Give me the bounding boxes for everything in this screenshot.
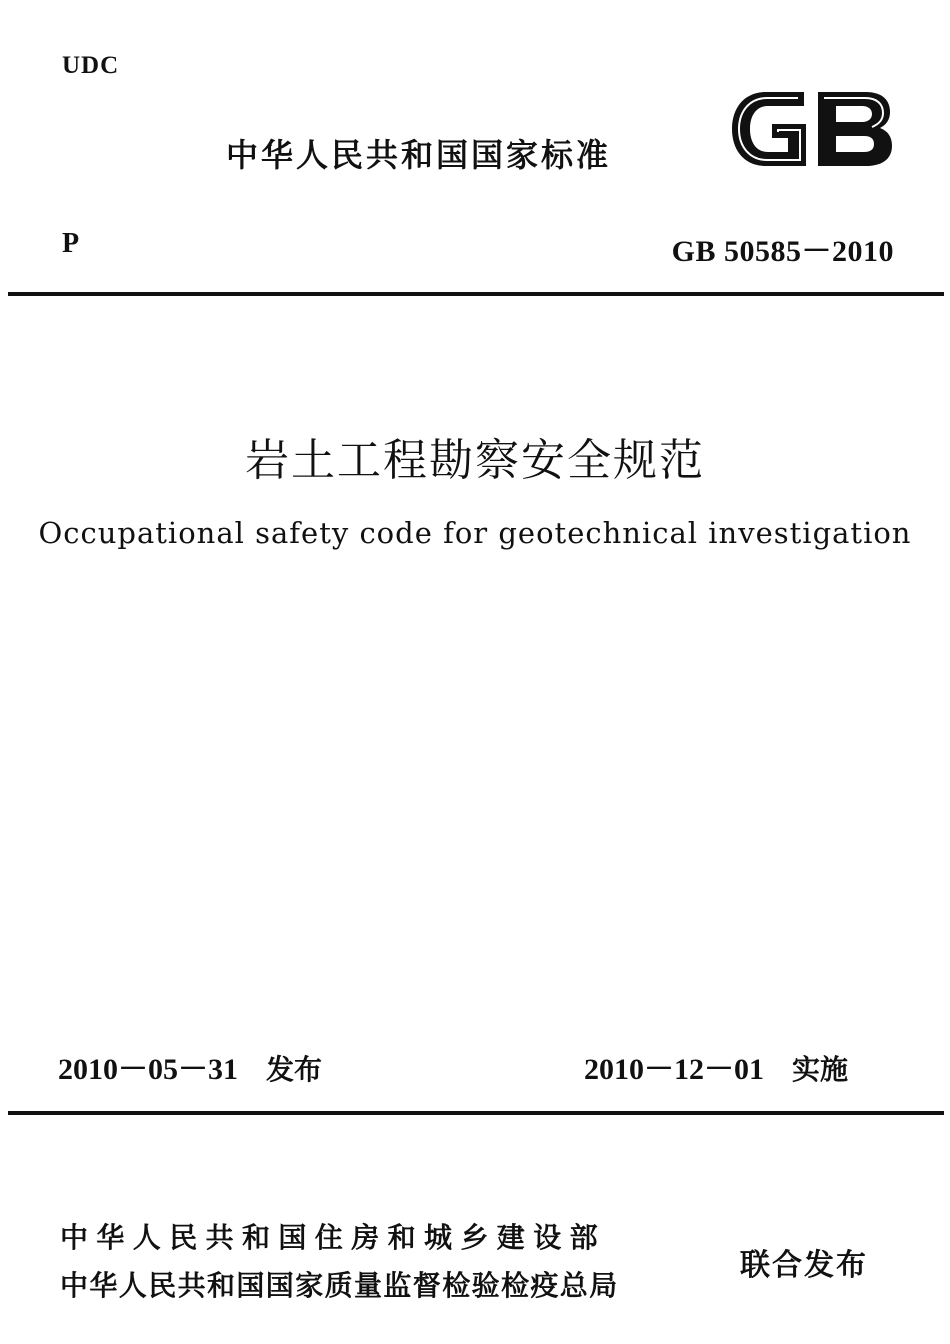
title-english: Occupational safety code for geotechnical investigation <box>38 516 912 550</box>
issued-date-line <box>58 1044 322 1088</box>
top-divider <box>8 292 944 296</box>
implemented-date-line <box>584 1044 848 1088</box>
standard-category: P <box>62 228 80 259</box>
issued-label: 发布 <box>266 1053 323 1086</box>
gb-logo-icon <box>726 84 898 174</box>
implemented-label: 实施 <box>792 1053 849 1086</box>
joint-publication-label: 联合发布 <box>740 1248 868 1283</box>
publisher-authority-2: 中华人民共和国国家质量监督检验检疫总局 <box>60 1269 619 1302</box>
title-chinese: 岩土工程勘察安全规范 <box>245 435 705 486</box>
implemented-date: 2010－12－01 <box>584 1053 764 1086</box>
issued-date: 2010－05－31 <box>58 1053 238 1086</box>
national-standard-heading: 中华人民共和国国家标准 <box>226 136 612 174</box>
bottom-divider <box>8 1111 944 1115</box>
standard-number: GB 50585－2010 <box>671 235 894 268</box>
publisher-authority-1: 中华人民共和国住房和城乡建设部 <box>60 1221 607 1254</box>
udc-label: UDC <box>62 52 120 79</box>
